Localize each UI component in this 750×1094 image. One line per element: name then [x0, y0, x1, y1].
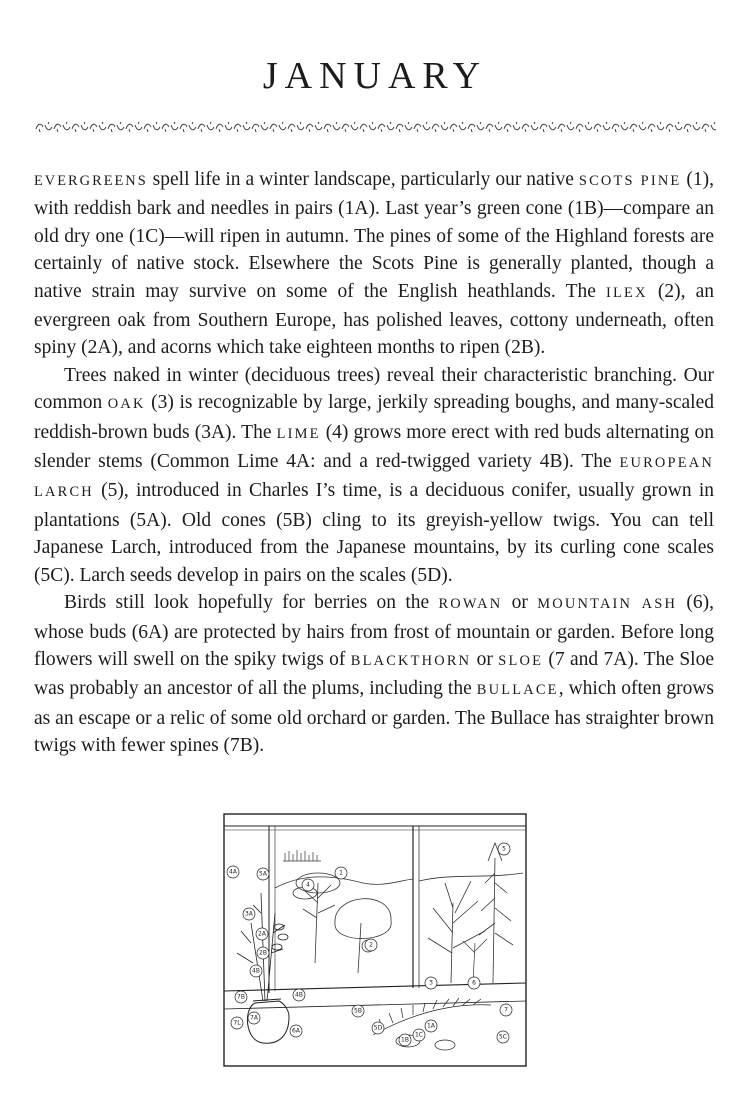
smallcaps-term: OAK — [107, 396, 146, 413]
ornament-flourish — [207, 122, 214, 130]
ornament-flourish — [144, 124, 151, 132]
figure-label: 1B — [401, 1036, 409, 1044]
page-title: JANUARY — [262, 55, 488, 97]
ornament-flourish — [477, 122, 484, 130]
ornament-flourish — [468, 124, 475, 132]
figure-label: 1 — [339, 869, 343, 877]
ornament-flourish — [639, 122, 646, 130]
text-run: (1), with reddish bark and needles in pairs (1A). Last year’s green cone (1B)—compare an old dry one (1C)—will ripen in autumn. The pines of some of the Highland forests are certainly of native stock. Elsewhere the Scots Pine is generally planted, though a native strain may survive on some of the English heathlands. The — [34, 169, 715, 302]
paragraph — [34, 362, 714, 589]
figure-label: 5B — [354, 1007, 362, 1015]
body-text — [34, 166, 714, 760]
ornament-flourish — [432, 124, 439, 132]
ornament-flourish — [99, 122, 106, 130]
figure-label: 6 — [472, 979, 476, 987]
ornament-flourish — [135, 122, 142, 130]
ornament-flourish — [243, 122, 250, 130]
ornament-flourish — [594, 124, 601, 132]
ornament-flourish — [369, 122, 376, 130]
ornament-flourish — [666, 124, 673, 132]
ornament-flourish — [171, 122, 178, 130]
figure-label: 2 — [369, 941, 373, 949]
smallcaps-term: ILEX — [606, 284, 648, 301]
smallcaps-term: ROWAN — [438, 596, 503, 613]
ornament-flourish — [423, 122, 430, 130]
smallcaps-term: BULLACE — [476, 682, 559, 699]
ornament-flourish — [252, 124, 259, 132]
ornament-flourish — [342, 124, 349, 132]
ornament-flourish — [396, 124, 403, 132]
text-run: Birds still look hopefully for berries on the — [64, 592, 439, 614]
ornament-flourish — [333, 122, 340, 130]
text-run: (6), whose buds (6A) are protected by hairs from frost of mountain or garden. Before long flowers will swell on the spiky twigs of — [34, 592, 714, 670]
ornament-flourish — [180, 124, 187, 132]
paragraph — [34, 166, 714, 362]
text-run: (7 and 7A). The Sloe was probably an ancestor of all the plums, including the — [34, 648, 715, 700]
ornament-flourish — [693, 122, 700, 130]
ornament-flourish — [648, 124, 655, 132]
figure-label: 7A — [250, 1014, 258, 1022]
ornament-flourish — [351, 122, 358, 130]
ornament-flourish — [540, 124, 547, 132]
ornament-flourish — [126, 124, 133, 132]
smallcaps-term: BLACKTHORN — [350, 652, 472, 669]
ornament-flourish — [486, 124, 493, 132]
text-run: (4) grows more erect with red buds alternating on slender stems (Common Lime 4A: and a red-twigged variety 4B). The — [34, 421, 714, 473]
figure-label: 2A — [258, 930, 266, 938]
figure-label: 4B — [252, 967, 260, 975]
ornament-flourish — [279, 122, 286, 130]
ornament-flourish — [288, 124, 295, 132]
ornament-flourish — [72, 124, 79, 132]
text-run: Trees naked in winter (deciduous trees) reveal their characteristic branching. Our common — [34, 364, 714, 414]
smallcaps-term: SCOTS PINE — [578, 173, 682, 189]
ornament-flourish — [531, 122, 538, 130]
ornament-flourish — [63, 122, 70, 130]
text-run: , which often grows as an escape or a relic of some old orchard or garden. The Bullace has straighter brown twigs with fewer spines (7B). — [34, 678, 714, 757]
text-run: (3) is recognizable by large, jerkily spreading boughs, and many-scaled reddish-brown buds (3A). The — [34, 392, 714, 443]
ornament-flourish — [234, 124, 241, 132]
ornament-flourish — [315, 122, 322, 130]
ornament-flourish — [450, 124, 457, 132]
text-run: spell life in a winter landscape, particularly our native — [147, 169, 579, 190]
ornament-flourish — [117, 122, 124, 130]
ornament-flourish — [621, 122, 628, 130]
ornament-flourish — [657, 122, 664, 130]
ornament-flourish — [90, 124, 97, 132]
ornament-flourish — [306, 124, 313, 132]
ornament-flourish — [459, 122, 466, 130]
ornament-flourish — [549, 122, 556, 130]
figure-label: 1C — [414, 1031, 424, 1039]
ornament-flourish — [675, 122, 682, 130]
ornament-flourish — [45, 122, 52, 130]
ornament-flourish — [513, 122, 520, 130]
smallcaps-term: SLOE — [498, 652, 544, 669]
ornament-flourish — [189, 122, 196, 130]
figure-label: 5C — [498, 1033, 508, 1041]
ornament-flourish — [54, 124, 61, 132]
ornament-flourish — [81, 122, 88, 130]
illustration-drawing — [223, 813, 527, 1067]
ornament-flourish — [504, 124, 511, 132]
ornament-flourish — [216, 124, 223, 132]
figure-label: 4B — [295, 991, 303, 999]
ornament-flourish — [603, 122, 610, 130]
ornament-flourish — [198, 124, 205, 132]
figure-label: 2B — [259, 949, 267, 957]
ornamental-rule — [34, 120, 716, 134]
figure-label: 5A — [259, 870, 267, 878]
window-scene-illustration — [223, 813, 527, 1067]
ornament-flourish — [360, 124, 367, 132]
ornament-flourish — [270, 124, 277, 132]
figure-label: 5D — [373, 1024, 383, 1032]
text-run: or — [502, 592, 538, 614]
ornament-flourish — [36, 124, 43, 132]
text-run: or — [471, 648, 499, 670]
figure-label: 4 — [306, 881, 310, 889]
ornament-flourish — [162, 124, 169, 132]
ornament-flourish — [108, 124, 115, 132]
figure-label: 6A — [292, 1027, 300, 1035]
figure-label: 3 — [429, 979, 433, 987]
ornament-flourish — [495, 122, 502, 130]
ornament-flourish — [576, 124, 583, 132]
ornament-flourish — [630, 124, 637, 132]
smallcaps-term: MOUNTAIN ASH — [537, 596, 678, 613]
ornament-flourish — [702, 124, 709, 132]
ornament-flourish — [378, 124, 385, 132]
ornament-flourish — [441, 122, 448, 130]
lead-word: EVERGREENS — [34, 173, 148, 189]
figure-label: 7 — [504, 1006, 508, 1014]
figure-label: 1A — [427, 1022, 435, 1030]
ornament-flourish — [387, 122, 394, 130]
ornament-flourish — [324, 124, 331, 132]
figure-label: 7B — [237, 993, 245, 1001]
smallcaps-term: EUROPEAN LARCH — [34, 455, 714, 501]
ornament-flourish — [567, 122, 574, 130]
ornament-flourish — [225, 122, 232, 130]
smallcaps-term: LIME — [276, 425, 321, 442]
ornament-flourish — [153, 122, 160, 130]
ornament-flourish — [585, 122, 592, 130]
figure-label: 7L — [233, 1019, 241, 1027]
ornament-flourish — [297, 122, 304, 130]
text-run: (5), introduced in Charles I’s time, is a deciduous conifer, usually grown in plantations (5A). Old cones (5B) cling to its greyish-yellow twigs. You can tell Japanese Larch, introduced from the Japanese mountains, by its curling cone scales (5C). Larch seeds develop in pairs on the scales (5D). — [34, 480, 714, 586]
ornament-flourish — [414, 124, 421, 132]
ornament-flourish — [405, 122, 412, 130]
ornament-flourish — [522, 124, 529, 132]
ornament-flourish — [684, 124, 691, 132]
paragraph — [34, 589, 714, 759]
figure-label: 5 — [502, 845, 506, 853]
ornament-flourish — [558, 124, 565, 132]
ornament-flourish — [711, 122, 716, 130]
ornament-flourish — [612, 124, 619, 132]
figure-label: 3A — [245, 910, 253, 918]
figure-label: 4A — [229, 868, 237, 876]
ornament-flourish — [261, 122, 268, 130]
text-run: (2), an evergreen oak from Southern Europe, has polished leaves, cottony underneath, often spiny (2A), and acorns which take eighteen months to ripen (2B). — [34, 280, 714, 359]
